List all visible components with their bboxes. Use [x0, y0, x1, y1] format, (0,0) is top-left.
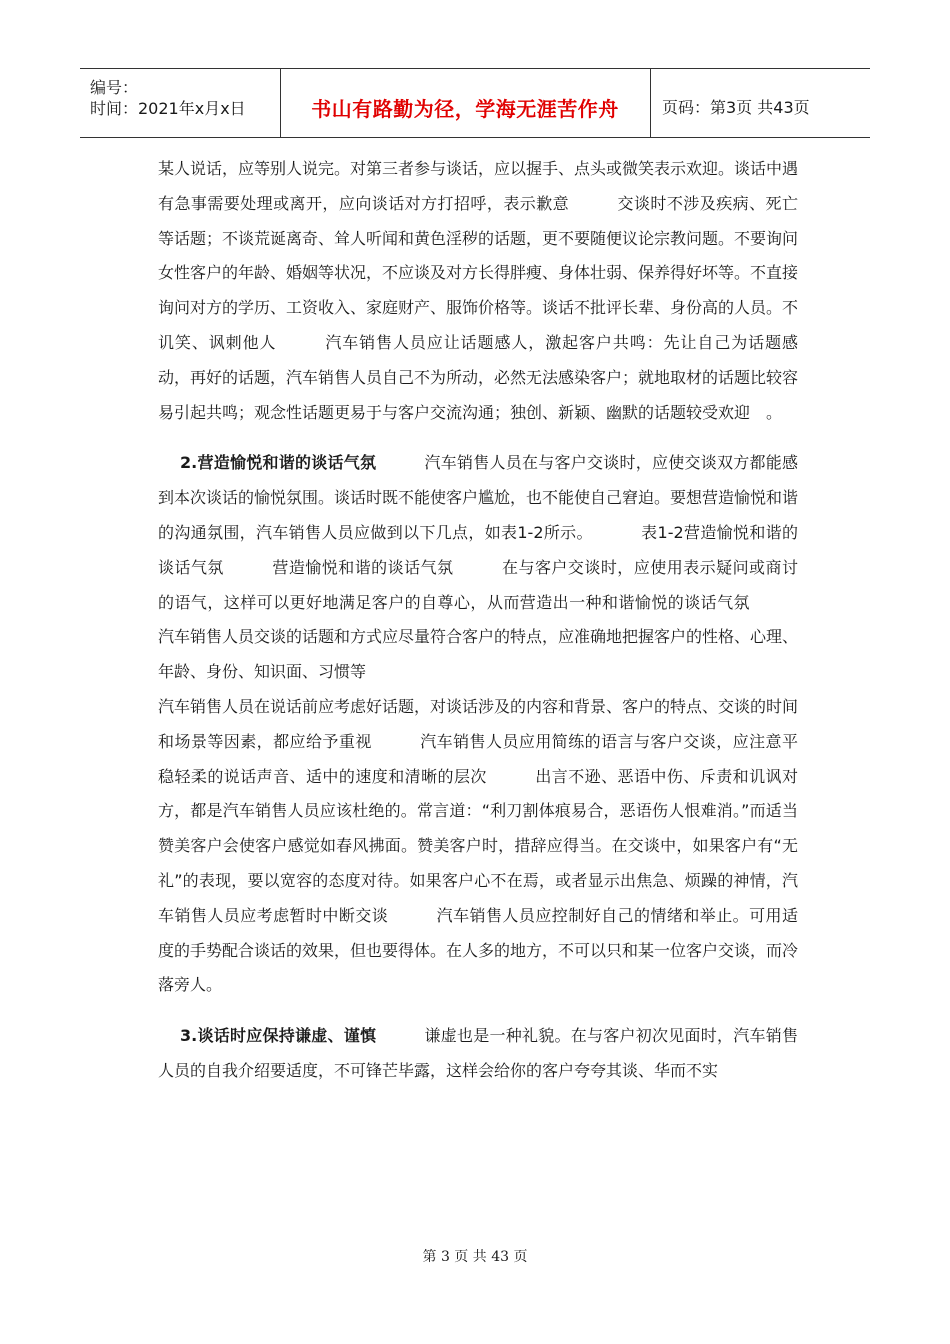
header-page-cell	[650, 69, 870, 137]
header-motto: 书山有路勤为径，学海无涯苦作舟	[311, 97, 619, 121]
text-run: 汽车销售人员在与客户交谈时，应使交谈双方都能感到本次谈话的愉悦氛围。谈话时既不能使客户尴尬，也不能使自己窘迫。要想营造愉悦和谐的沟通氛围，汽车销售人员应做到以下几点，如表1-2所示。	[158, 453, 799, 542]
header-meta-cell	[80, 69, 281, 137]
text-run: 出言不逊、恶语中伤、斥责和讥讽对方，都是汽车销售人员应该杜绝的。常言道：“利刀割体痕易合，恶语伤人恨难消。”而适当赞美客户会使客户感觉如春风拂面。赞美客户时，措辞应得当。在交谈中，如果客户有“无礼”的表现，要以宽容的态度对待。如果客户心不在焉，或者显示出焦急、烦躁的神情，汽车销售人员应考虑暂时中断交谈	[158, 766, 798, 925]
text-run: 营造愉悦和谐的谈话气氛	[271, 557, 454, 577]
header-page-info: 页码：第3页 共43页	[662, 98, 810, 117]
text-run: 。	[766, 402, 783, 422]
table-caption: 表1-2营造愉悦和谐的谈话气氛	[158, 522, 798, 577]
document-body	[158, 152, 798, 1089]
document-date-label: 时间：2021年x月x日	[90, 99, 246, 118]
text-run: 汽车销售人员应控制好自己的情绪和举止。可用适度的手势配合谈话的效果，但也要得体。在人多的地方，不可以只和某一位客户交谈，而冷落旁人。	[158, 905, 799, 995]
text-run: 某人说话，应等别人说完。对第三者参与谈话，应以握手、点头或微笑表示欢迎。谈话中遇有急事需要处理或离开，应向谈话对方打招呼，表示歉意	[158, 159, 799, 213]
document-header	[80, 68, 870, 138]
document-number-label: 编号：	[90, 78, 139, 97]
page-footer: 第 3 页 共 43 页	[422, 1249, 528, 1265]
header-motto-cell	[280, 69, 651, 137]
text-run: 汽车销售人员应让话题感人，激起客户共鸣：先让自己为话题感动，再好的话题，汽车销售人员自己不为所动，必然无法感染客户；就地取材的话题比较容易引起共鸣；观念性话题更易于与客户交流沟通；独创、新颖、幽默的话题较受欢迎	[158, 332, 799, 422]
text-run: 汽车销售人员交谈的话题和方式应尽量符合客户的特点，应准确地把握客户的性格、心理、年龄、身份、知识面、习惯等	[158, 627, 799, 682]
section-2-heading: 2.营造愉悦和谐的谈话气氛	[180, 453, 377, 473]
paragraph-conversation-etiquette	[158, 152, 798, 430]
section-3-paragraph	[158, 1019, 798, 1089]
section-2-paragraph	[158, 446, 798, 1003]
section-3-heading: 3.谈话时应保持谦虚、谨慎	[180, 1026, 377, 1046]
text-run: 在与客户交谈时，应使用表示疑问或商讨的语气，这样可以更好地满足客户的自尊心，从而营造出一种和谐愉悦的谈话气氛	[158, 557, 798, 612]
text-run: 交谈时不涉及疾病、死亡等话题；不谈荒诞离奇、耸人听闻和黄色淫秽的话题，更不要随便议论宗教问题。不要询问女性客户的年龄、婚姻等状况，不应谈及对方长得胖瘦、身体壮弱、保养得好坏等。不直接询问对方的学历、工资收入、家庭财产、服饰价格等。谈话不批评长辈、身份高的人员。不讥笑、讽刺他人	[158, 193, 799, 352]
text-run: 谦虚也是一种礼貌。在与客户初次见面时，汽车销售人员的自我介绍要适度，不可锋芒毕露，这样会给你的客户夸夸其谈、华而不实	[158, 1026, 798, 1080]
text-run: 汽车销售人员应用简练的语言与客户交谈，应注意平稳轻柔的说话声音、适中的速度和清晰的层次	[158, 731, 798, 786]
text-run: 汽车销售人员在说话前应考虑好话题，对谈话涉及的内容和背景、客户的特点、交谈的时间和场景等因素，都应给予重视	[158, 696, 799, 751]
